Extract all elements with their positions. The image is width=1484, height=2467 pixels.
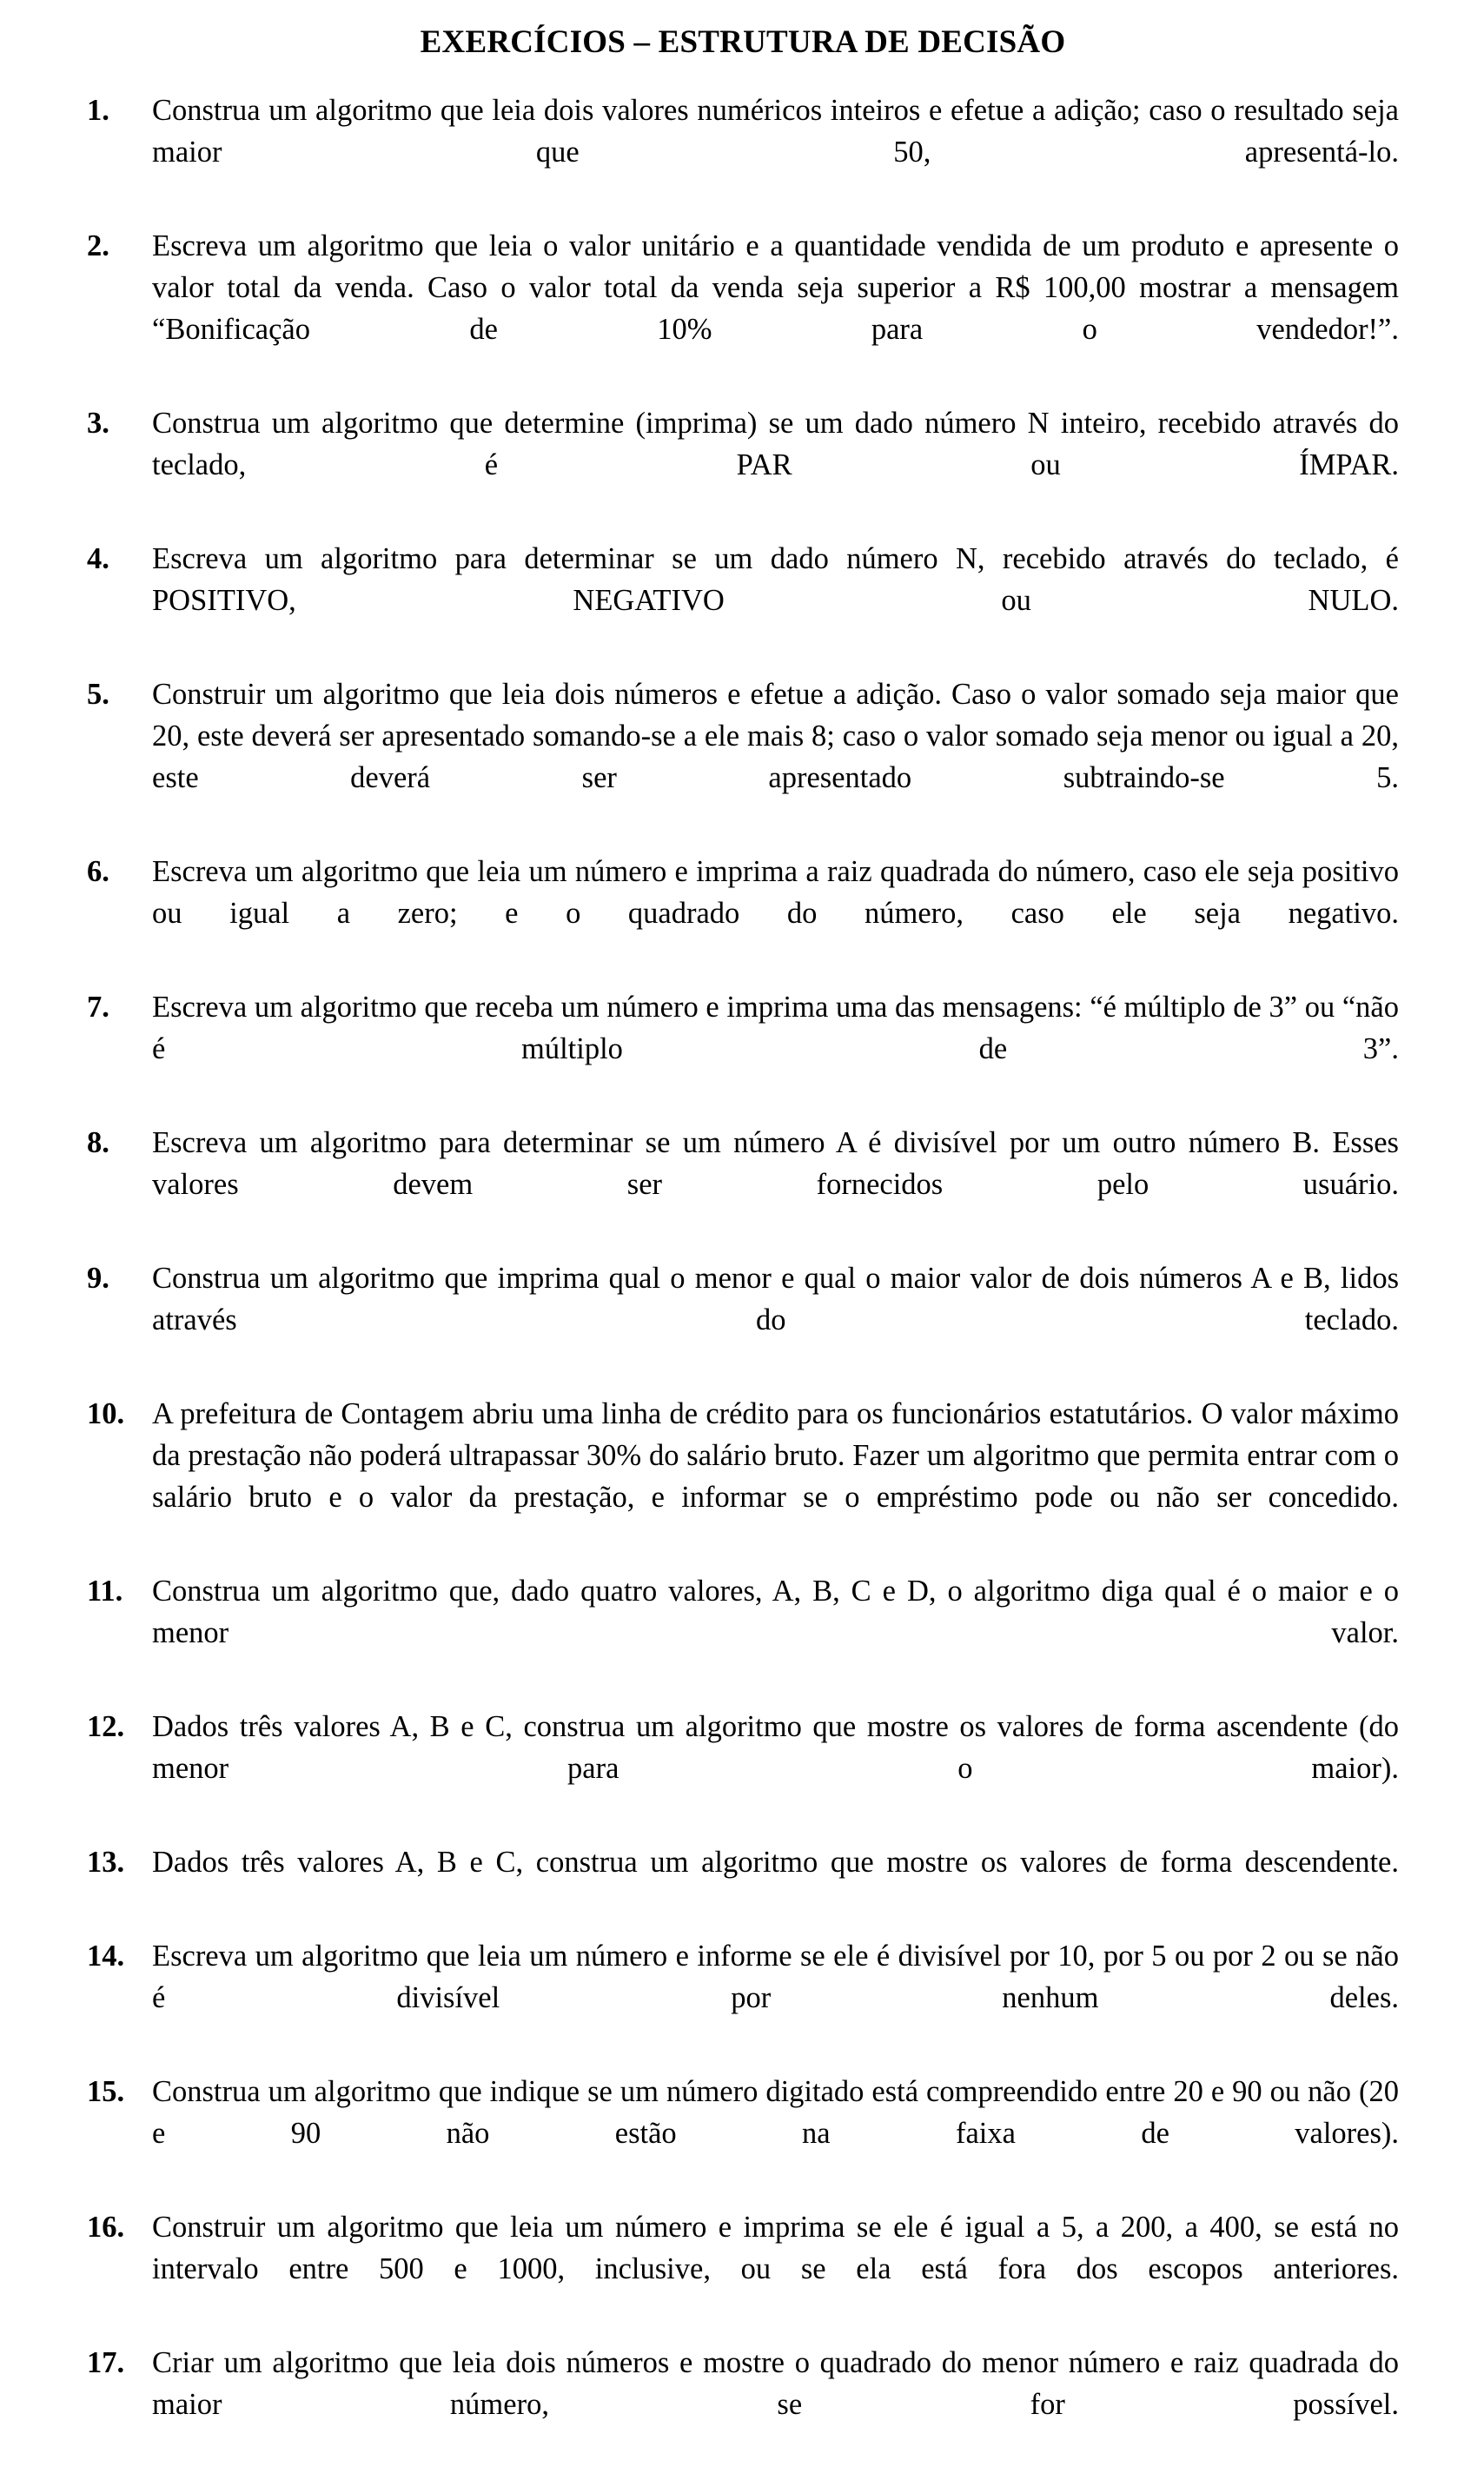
exercise-text: Dados três valores A, B e C, construa um algoritmo que mostre os valores de forma ascendente (do menor para o maior). [152, 1710, 1399, 1785]
exercise-item-12 [87, 1706, 1399, 1831]
exercise-text: Construir um algoritmo que leia um número e imprima se ele é igual a 5, a 200, a 400, se está no intervalo entre 500 e 1000, inclusive, ou se ela está fora dos escopos anteriores. [152, 2211, 1399, 2285]
page-title: EXERCÍCIOS – ESTRUTURA DE DECISÃO [420, 24, 1066, 60]
exercise-text: Construa um algoritmo que imprima qual o menor e qual o maior valor de dois números A e B, lidos através do teclado. [152, 1262, 1399, 1336]
exercise-number: 17. [87, 2346, 125, 2379]
exercise-number: 8. [87, 1126, 109, 1159]
exercise-item-10 [87, 1393, 1399, 1560]
exercise-text: Escreva um algoritmo que receba um número e imprima uma das mensagens: “é múltiplo de 3” ou “não é múltiplo de 3”. [152, 991, 1399, 1065]
exercise-item-5 [87, 673, 1399, 840]
exercise-number: 9. [87, 1262, 109, 1295]
exercise-item-8 [87, 1122, 1399, 1247]
exercise-number: 14. [87, 1940, 125, 1973]
exercise-item-14 [87, 1935, 1399, 2060]
exercise-text: Criar um algoritmo que leia dois números e mostre o quadrado do menor número e raiz quadrada do maior número, se for possível. [152, 2346, 1399, 2421]
exercise-number: 7. [87, 991, 109, 1024]
exercise-number: 2. [87, 229, 109, 262]
exercise-text: A prefeitura de Contagem abriu uma linha de crédito para os funcionários estatutários. O valor máximo da prestação não poderá ultrapassar 30% do salário bruto. Fazer um algoritmo que permita entrar com o salário bruto e o valor da prestação, e informar se o empréstimo pode ou não ser concedido. [152, 1397, 1399, 1514]
exercise-number: 1. [87, 94, 109, 127]
exercise-text: Escreva um algoritmo para determinar se um dado número N, recebido através do teclado, é POSITIVO, NEGATIVO ou NULO. [152, 542, 1399, 617]
exercise-item-9 [87, 1257, 1399, 1383]
exercise-text: Construa um algoritmo que determine (imprima) se um dado número N inteiro, recebido através do teclado, é PAR ou ÍMPAR. [152, 407, 1399, 481]
exercise-item-17 [87, 2342, 1399, 2467]
exercise-number: 13. [87, 1846, 125, 1879]
exercise-number: 5. [87, 678, 109, 711]
exercise-item-2 [87, 225, 1399, 392]
exercise-item-16 [87, 2206, 1399, 2331]
exercise-number: 6. [87, 855, 109, 888]
exercise-item-1 [87, 90, 1399, 215]
exercise-item-11 [87, 1570, 1399, 1695]
exercise-text: Escreva um algoritmo para determinar se um número A é divisível por um outro número B. Esses valores devem ser fornecidos pelo usuário. [152, 1126, 1399, 1201]
exercise-item-4 [87, 538, 1399, 663]
exercise-number: 12. [87, 1710, 125, 1743]
exercise-number: 3. [87, 407, 109, 440]
exercise-text: Construa um algoritmo que indique se um número digitado está compreendido entre 20 e 90 ou não (20 e 90 não estão na faixa de valores). [152, 2075, 1399, 2150]
exercise-number: 11. [87, 1575, 123, 1608]
exercise-text: Dados três valores A, B e C, construa um algoritmo que mostre os valores de forma descendente. [152, 1846, 1399, 1879]
exercise-text: Escreva um algoritmo que leia o valor unitário e a quantidade vendida de um produto e apresente o valor total da venda. Caso o valor total da venda seja superior a R$ 100,00 mostrar a mensagem “Bonificação de 10% para o vendedor!”. [152, 229, 1399, 346]
exercise-item-7 [87, 986, 1399, 1111]
exercise-number: 10. [87, 1397, 125, 1430]
exercise-text: Escreva um algoritmo que leia um número e imprima a raiz quadrada do número, caso ele seja positivo ou igual a zero; e o quadrado do número, caso ele seja negativo. [152, 855, 1399, 930]
exercise-number: 4. [87, 542, 109, 575]
exercise-item-15 [87, 2071, 1399, 2196]
exercise-item-3 [87, 402, 1399, 527]
exercise-list [0, 58, 1484, 2467]
exercise-text: Construir um algoritmo que leia dois números e efetue a adição. Caso o valor somado seja maior que 20, este deverá ser apresentado somando-se a ele mais 8; caso o valor somado seja menor ou igual a 20, este deverá ser apresentado subtraindo-se 5. [152, 678, 1399, 794]
exercise-number: 16. [87, 2211, 125, 2244]
exercise-item-6 [87, 851, 1399, 976]
exercise-item-13 [87, 1841, 1399, 1925]
exercise-text: Construa um algoritmo que, dado quatro valores, A, B, C e D, o algoritmo diga qual é o maior e o menor valor. [152, 1575, 1399, 1649]
exercise-text: Construa um algoritmo que leia dois valores numéricos inteiros e efetue a adição; caso o resultado seja maior que 50, apresentá-lo. [152, 94, 1399, 169]
exercise-number: 15. [87, 2075, 125, 2108]
exercise-text: Escreva um algoritmo que leia um número e informe se ele é divisível por 10, por 5 ou por 2 ou se não é divisível por nenhum deles. [152, 1940, 1399, 2014]
